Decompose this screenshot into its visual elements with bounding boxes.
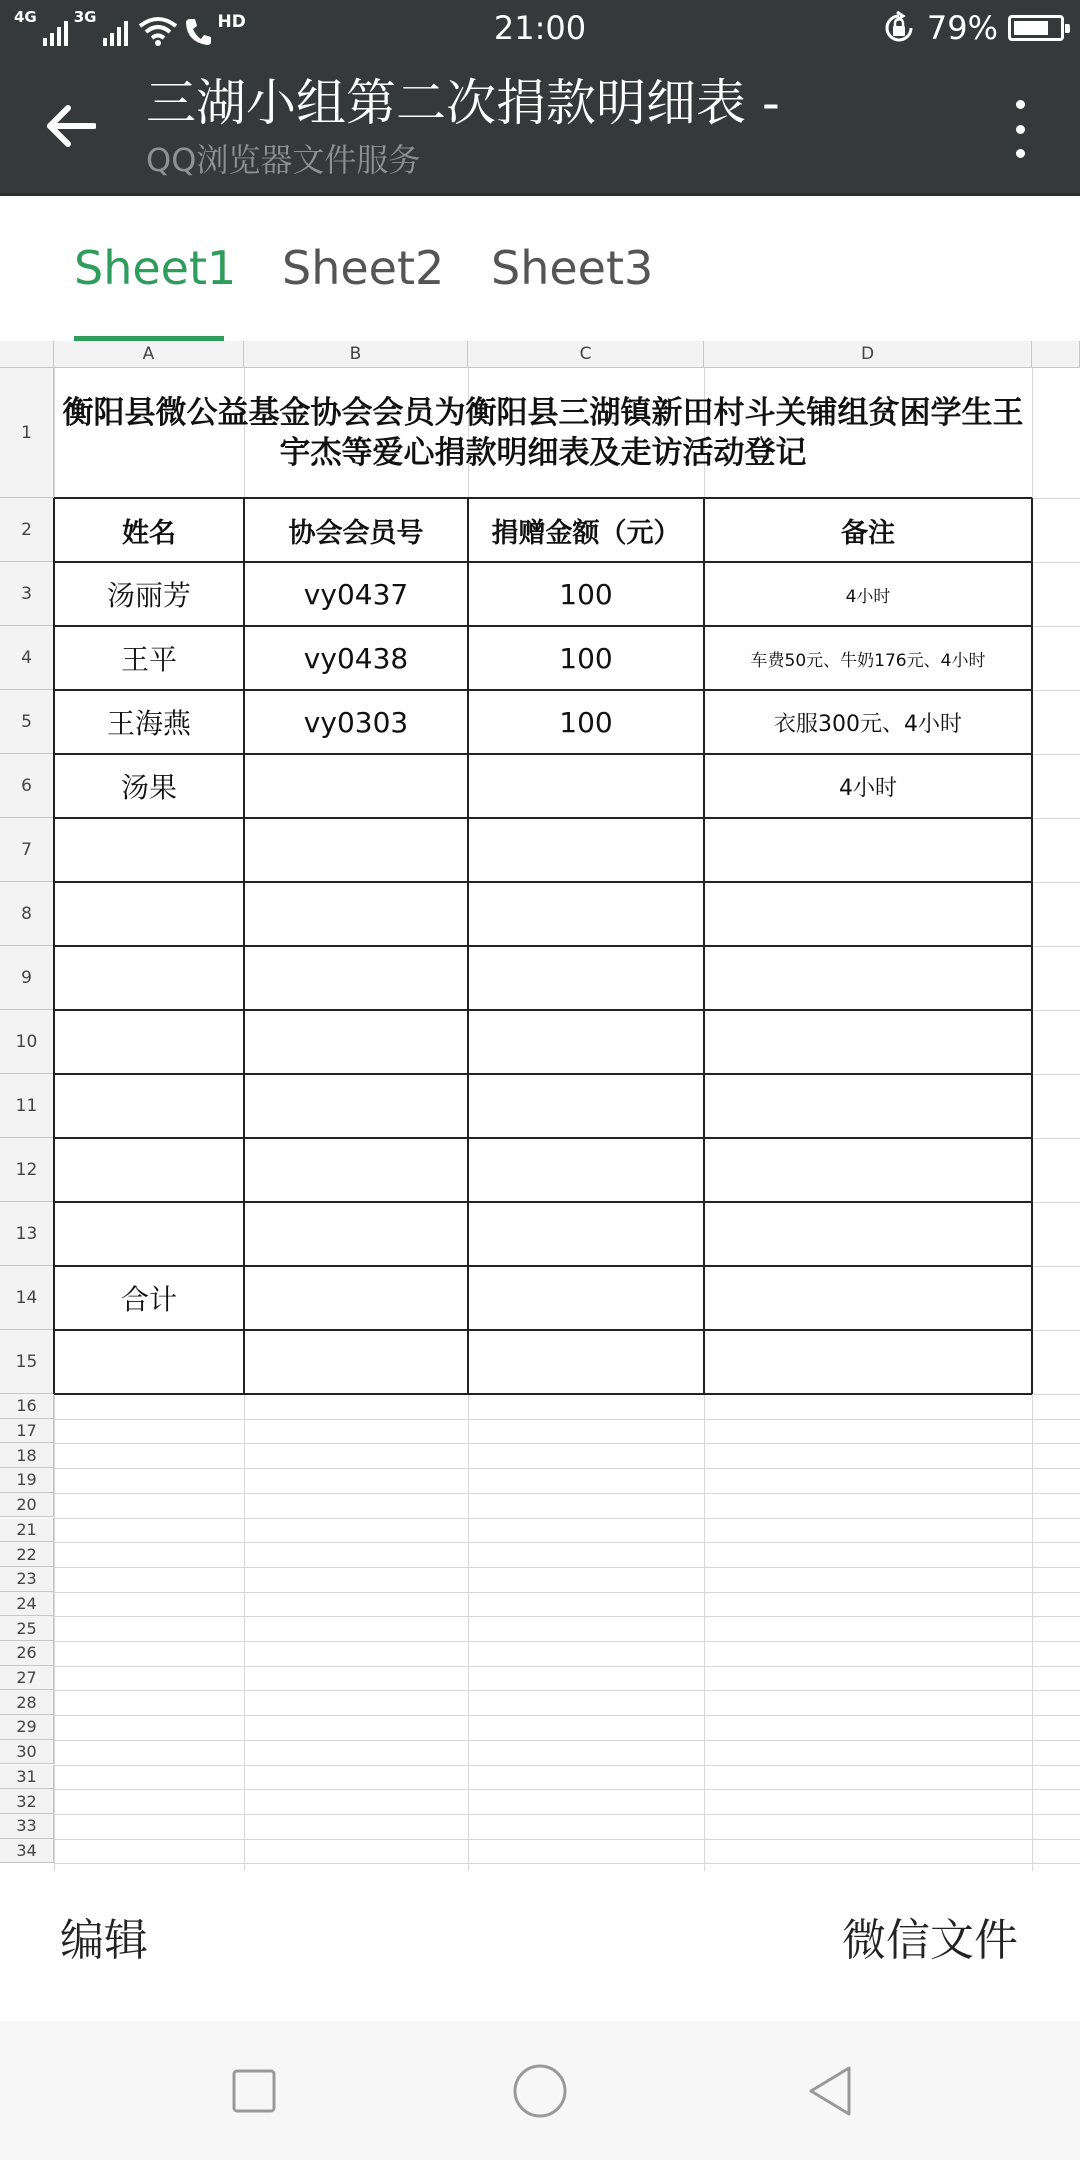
table-header-cell[interactable]: 备注 [841, 517, 895, 549]
grid-line [54, 1715, 1080, 1716]
row-header-21[interactable]: 21 [0, 1518, 54, 1543]
table-cell[interactable] [468, 1266, 704, 1330]
app-bar [0, 54, 1080, 196]
column-header-extra [1032, 341, 1080, 368]
edit-button[interactable]: 编辑 [60, 1915, 148, 1966]
grid-line [54, 1839, 1080, 1840]
table-cell[interactable]: 车费50元、牛奶176元、4小时 [750, 650, 986, 671]
row-header-31[interactable]: 31 [0, 1765, 54, 1790]
more-dot-icon [1016, 125, 1025, 134]
table-cell[interactable] [704, 1074, 1032, 1138]
grid-line [54, 1666, 1080, 1667]
table-header-cell[interactable]: 姓名 [122, 517, 176, 549]
table-cell[interactable]: vy0437 [303, 577, 409, 611]
row-header-6[interactable]: 6 [0, 754, 54, 818]
tab-sheet1[interactable]: Sheet1 [74, 241, 237, 295]
grid-line [54, 1542, 1080, 1543]
row-header-12[interactable]: 12 [0, 1138, 54, 1202]
home-circle-icon [511, 2062, 569, 2120]
more-options-button[interactable] [990, 94, 1050, 164]
table-cell[interactable] [468, 946, 704, 1010]
battery-icon [1008, 15, 1064, 41]
table-cell[interactable]: 合计 [120, 1283, 177, 1316]
row-header-33[interactable]: 33 [0, 1814, 54, 1839]
more-dot-icon [1016, 100, 1025, 109]
table-cell[interactable] [704, 1138, 1032, 1202]
battery-percentage: 79% [926, 9, 998, 47]
table-cell[interactable] [468, 754, 704, 818]
table-cell[interactable] [704, 1266, 1032, 1330]
row-header-26[interactable]: 26 [0, 1641, 54, 1666]
row-header-13[interactable]: 13 [0, 1202, 54, 1266]
grid-line [54, 1814, 1080, 1815]
table-cell[interactable] [244, 1074, 468, 1138]
row-header-1[interactable]: 1 [0, 368, 54, 498]
table-cell[interactable] [54, 1010, 244, 1074]
table-cell[interactable] [244, 754, 468, 818]
row-header-8[interactable]: 8 [0, 882, 54, 946]
table-cell[interactable] [54, 818, 244, 882]
back-button[interactable] [34, 90, 106, 162]
back-nav-button[interactable] [798, 2059, 862, 2123]
row-header-20[interactable]: 20 [0, 1493, 54, 1518]
row-header-30[interactable]: 30 [0, 1740, 54, 1765]
column-header-d[interactable]: D [704, 341, 1032, 368]
grid-line [54, 1443, 1080, 1444]
hd-badge: HD [217, 12, 246, 32]
column-header-c[interactable]: C [468, 341, 704, 368]
sheet-title-cell[interactable]: 衡阳县微公益基金协会会员为衡阳县三湖镇新田村斗关铺组贫困学生王宇杰等爱心捐款明细表及走访活动登记 [62, 395, 1024, 471]
table-cell[interactable] [468, 1074, 704, 1138]
status-bar [0, 0, 1080, 54]
row-header-11[interactable]: 11 [0, 1074, 54, 1138]
wechat-file-button[interactable]: 微信文件 [842, 1915, 1018, 1966]
row-header-34[interactable]: 34 [0, 1839, 54, 1864]
network-type-2: 3G [73, 8, 97, 26]
table-border [54, 1393, 1032, 1395]
table-cell[interactable] [468, 1138, 704, 1202]
grid-line [54, 1592, 1080, 1593]
table-cell[interactable] [468, 818, 704, 882]
table-cell[interactable] [244, 1202, 468, 1266]
grid-line [54, 1616, 1080, 1617]
table-cell[interactable]: 100 [559, 641, 613, 675]
table-cell[interactable] [468, 1202, 704, 1266]
table-cell[interactable] [704, 946, 1032, 1010]
select-all-corner[interactable] [0, 341, 54, 368]
table-cell[interactable] [244, 946, 468, 1010]
grid-line [54, 1641, 1080, 1642]
grid-line [54, 1789, 1080, 1790]
table-cell[interactable] [54, 946, 244, 1010]
table-cell[interactable]: 100 [559, 577, 613, 611]
table-cell[interactable] [468, 1010, 704, 1074]
status-right [881, 8, 1064, 48]
row-header-15[interactable]: 15 [0, 1330, 54, 1394]
row-header-23[interactable]: 23 [0, 1567, 54, 1592]
row-header-10[interactable]: 10 [0, 1010, 54, 1074]
table-cell[interactable] [244, 818, 468, 882]
row-header-16[interactable]: 16 [0, 1394, 54, 1419]
row-header-32[interactable]: 32 [0, 1789, 54, 1814]
table-cell[interactable] [468, 882, 704, 946]
table-cell[interactable]: vy0438 [303, 641, 409, 675]
table-cell[interactable] [54, 1074, 244, 1138]
tab-sheet2[interactable]: Sheet2 [282, 241, 445, 295]
table-cell[interactable]: 王海燕 [106, 707, 191, 740]
rotation-lock-icon [881, 10, 917, 46]
recents-button[interactable] [222, 2059, 286, 2123]
table-cell[interactable]: 100 [559, 705, 613, 739]
row-header-18[interactable]: 18 [0, 1443, 54, 1468]
table-header-cell[interactable]: 协会会员号 [288, 517, 424, 549]
column-header-b[interactable]: B [244, 341, 468, 368]
tab-sheet3[interactable]: Sheet3 [491, 241, 654, 295]
row-header-5[interactable]: 5 [0, 690, 54, 754]
table-cell[interactable] [54, 882, 244, 946]
table-cell[interactable] [54, 1138, 244, 1202]
grid-line [54, 1765, 1080, 1766]
row-header-14[interactable]: 14 [0, 1266, 54, 1330]
table-cell[interactable] [244, 1266, 468, 1330]
grid-line [54, 1493, 1080, 1494]
table-cell[interactable]: 4小时 [839, 775, 897, 801]
table-cell[interactable]: 王平 [120, 643, 177, 676]
table-cell[interactable] [54, 1202, 244, 1266]
more-dot-icon [1016, 149, 1025, 158]
system-nav-bar [0, 2021, 1080, 2160]
table-cell[interactable] [704, 1010, 1032, 1074]
table-header-cell[interactable]: 捐赠金额（元） [491, 517, 681, 549]
table-cell[interactable]: 汤丽芳 [106, 579, 191, 612]
grid-line [54, 1690, 1080, 1691]
home-button[interactable] [508, 2059, 572, 2123]
row-header-19[interactable]: 19 [0, 1468, 54, 1493]
table-cell[interactable] [244, 1138, 468, 1202]
back-triangle-icon [805, 2064, 855, 2118]
table-cell[interactable] [244, 1010, 468, 1074]
column-header-a[interactable]: A [54, 341, 244, 368]
row-header-3[interactable]: 3 [0, 562, 54, 626]
table-cell[interactable] [704, 1202, 1032, 1266]
row-header-22[interactable]: 22 [0, 1542, 54, 1567]
sheet-tabs [0, 196, 1080, 341]
clock: 21:00 [493, 9, 587, 47]
row-header-7[interactable]: 7 [0, 818, 54, 882]
grid-line [54, 1518, 1080, 1519]
grid-line [54, 1740, 1080, 1741]
grid-line [54, 1863, 1080, 1864]
table-cell[interactable]: vy0303 [303, 705, 409, 739]
bottom-action-bar [0, 1871, 1080, 2021]
row-header-28[interactable]: 28 [0, 1690, 54, 1715]
table-cell[interactable]: 汤果 [120, 771, 177, 804]
document-subtitle: QQ浏览器文件服务 [146, 141, 421, 179]
row-header-4[interactable]: 4 [0, 626, 54, 690]
row-header-2[interactable]: 2 [0, 498, 54, 562]
spreadsheet-grid[interactable] [0, 341, 1080, 1871]
row-header-17[interactable]: 17 [0, 1419, 54, 1444]
table-cell[interactable] [244, 882, 468, 946]
row-header-25[interactable]: 25 [0, 1616, 54, 1641]
row-header-29[interactable]: 29 [0, 1715, 54, 1740]
network-type-1: 4G [14, 8, 37, 26]
document-title: 三湖小组第二次捐款明细表 - [146, 74, 780, 132]
row-header-9[interactable]: 9 [0, 946, 54, 1010]
grid-line [54, 1567, 1080, 1568]
table-cell[interactable] [704, 818, 1032, 882]
grid-line [54, 1468, 1080, 1469]
row-header-24[interactable]: 24 [0, 1592, 54, 1617]
arrow-left-icon [44, 102, 96, 150]
row-header-27[interactable]: 27 [0, 1666, 54, 1691]
table-cell[interactable]: 衣服300元、4小时 [774, 711, 962, 737]
grid-line [54, 1419, 1080, 1420]
table-cell[interactable]: 4小时 [845, 586, 891, 607]
recents-square-icon [231, 2068, 277, 2114]
table-cell[interactable] [704, 882, 1032, 946]
